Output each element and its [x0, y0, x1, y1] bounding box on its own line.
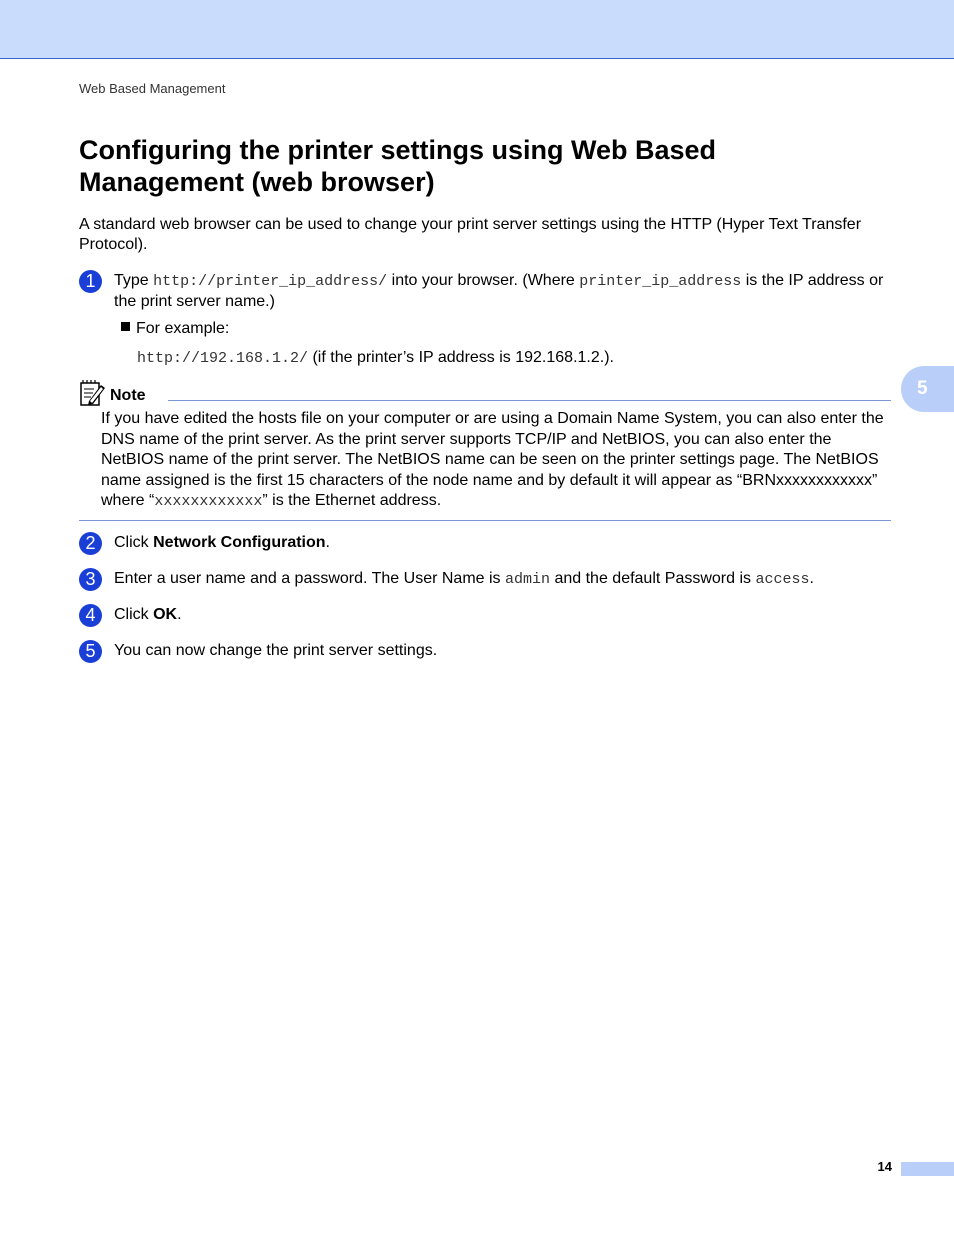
note-body: [101, 409, 893, 513]
intro-paragraph: A standard web browser can be used to change your print server settings using the HTTP (Hyper Text Transfer Protocol).: [79, 216, 862, 253]
step-2-text-part: .: [325, 534, 330, 551]
header-band: [0, 0, 954, 59]
example-text: (if the printer’s IP address is 192.168.1.2.).: [308, 349, 614, 366]
step-3-text-part: Enter a user name and a password. The User Name is: [114, 570, 505, 587]
ok-label: OK: [153, 606, 178, 623]
chapter-tab: 5: [901, 366, 954, 412]
step-number-3: 3: [79, 568, 102, 591]
step-3: [79, 569, 891, 590]
step-1: [79, 271, 891, 312]
step-1-text: [114, 271, 891, 312]
example-bullet: [121, 319, 229, 339]
page-title: Configuring the printer settings using Web Based Management (web browser): [79, 135, 717, 197]
step-number-4: 4: [79, 604, 102, 627]
username-code: admin: [505, 571, 551, 588]
running-header: Web Based Management: [79, 81, 226, 96]
note-text: If you have edited the hosts file on your computer or are using a Domain Name System, you can also enter the DNS name of the print server. As the print server supports TCP/IP and NetBIOS, you can also enter the NetBIOS name of the print server. The NetBIOS name can be seen on the printer settings page. The NetBIOS name assigned is the first 15 characters of the node name and by default it will appear as “BRNxxxxxxxxxxxx” where “: [101, 410, 884, 509]
step-2-text: [114, 533, 891, 553]
step-4: [79, 605, 891, 625]
step-number-5: 5: [79, 640, 102, 663]
step-5-text: You can now change the print server settings.: [114, 642, 438, 659]
password-code: access: [755, 571, 810, 588]
example-line: [137, 348, 614, 369]
step-1-url-code: http://printer_ip_address/: [153, 273, 388, 290]
step-number-2: 2: [79, 532, 102, 555]
example-url-code: http://192.168.1.2/: [137, 350, 309, 367]
footer-bar: [901, 1162, 954, 1176]
note-bottom-divider: [79, 520, 891, 521]
note-top-divider: [168, 400, 891, 401]
step-4-text: [114, 605, 891, 625]
note-ethernet-code: xxxxxxxxxxxx: [154, 493, 263, 510]
step-2-text-part: Click: [114, 534, 154, 551]
step-1-text-part: into your browser. (Where: [387, 272, 580, 289]
step-number-1: 1: [79, 270, 102, 293]
note-pencil-icon: [79, 379, 107, 407]
square-bullet-icon: [121, 322, 130, 331]
note-text: ” is the Ethernet address.: [262, 492, 442, 509]
step-3-text-part: .: [809, 570, 814, 587]
step-2: [79, 533, 891, 553]
step-3-text: [114, 569, 891, 590]
network-configuration-label: Network Configuration: [153, 534, 326, 551]
step-1-ip-code: printer_ip_address: [579, 273, 742, 290]
step-4-text-part: Click: [114, 606, 154, 623]
page-number: 14: [877, 1159, 892, 1174]
step-1-text-part: is the IP address or the print server name.): [114, 272, 884, 310]
note-label: Note: [110, 387, 146, 404]
step-1-text-part: Type: [114, 272, 154, 289]
step-3-text-part: and the default Password is: [550, 570, 756, 587]
step-4-text-part: .: [177, 606, 182, 623]
step-5: [79, 641, 891, 661]
example-label: For example:: [136, 320, 230, 337]
